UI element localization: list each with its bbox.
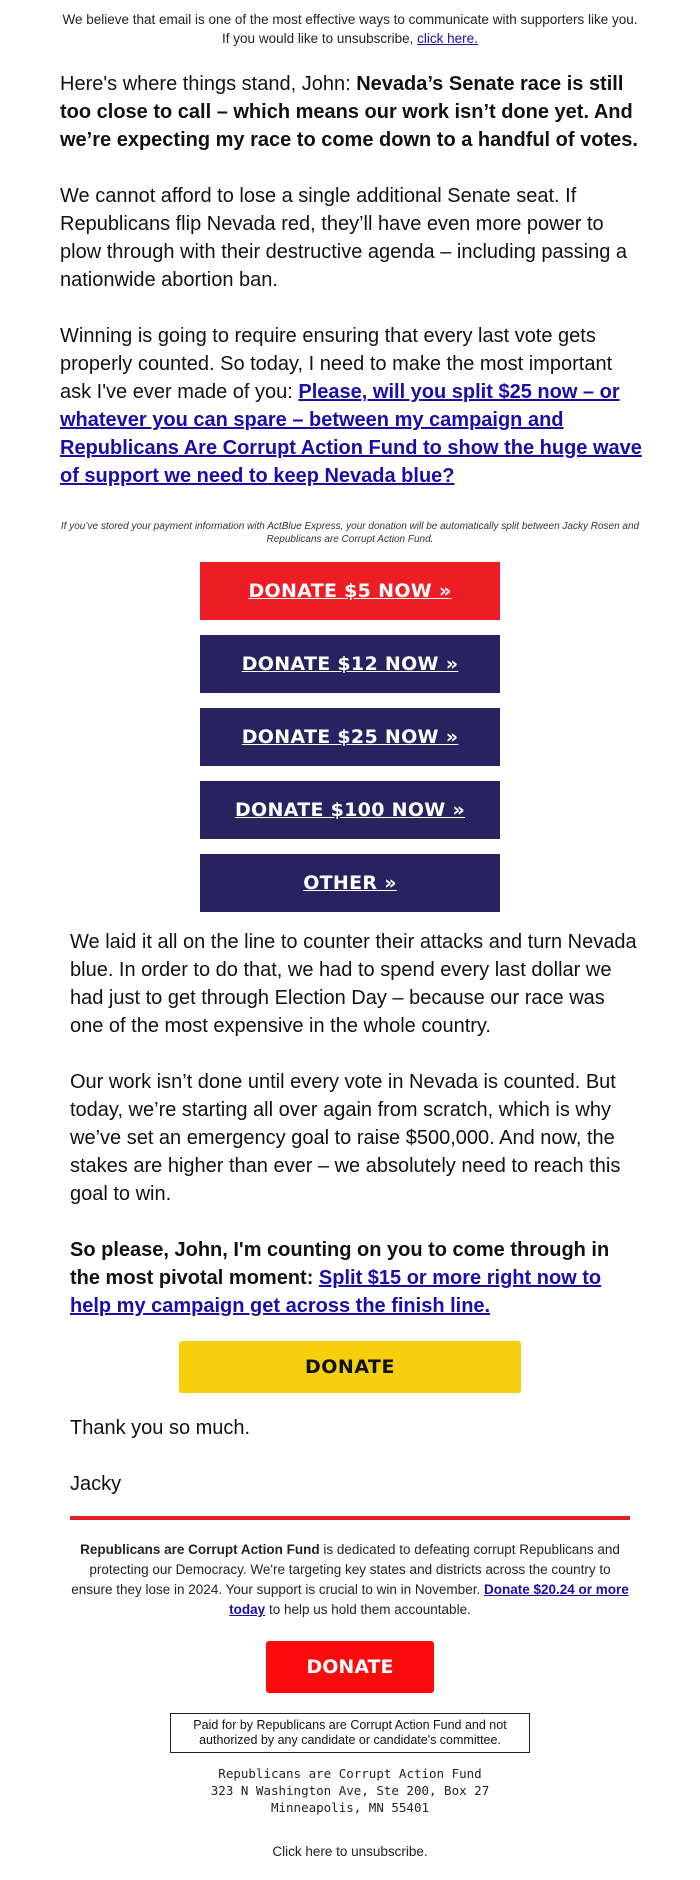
donate-12-button[interactable]: DONATE $12 NOW » <box>200 635 500 693</box>
paragraph-senate-seat: We cannot afford to lose a single additional Senate seat. If Republicans flip Nevada red, they’ll have even more power to plow through with their destructive agenda – including passing a nationwide abortion ban. <box>60 185 628 291</box>
unsubscribe-notice <box>60 10 640 48</box>
donate-5-button[interactable]: DONATE $5 NOW » <box>200 562 500 620</box>
footer-unsubscribe-link[interactable]: Click here to unsubscribe. <box>272 1844 428 1859</box>
footer-org-name: Republicans are Corrupt Action Fund <box>80 1542 320 1557</box>
donate-other-button[interactable]: OTHER » <box>200 854 500 912</box>
donate-yellow-button[interactable]: DONATE <box>179 1341 521 1393</box>
actblue-express-note: If you’ve stored your payment information with ActBlue Express, your donation will be automatically split between Jacky Rosen and Republicans are Corrupt Action Fund. <box>60 521 640 545</box>
footer-donate-button[interactable]: DONATE <box>266 1641 434 1693</box>
red-divider <box>70 1516 630 1520</box>
donate-100-button[interactable]: DONATE $100 NOW » <box>200 781 500 839</box>
mailing-address <box>150 1765 550 1816</box>
intro-bold-text: Nevada’s Senate race is still too close to call – which means our work isn’t done yet. And we’re expecting my race to come down to a handful of votes. <box>60 73 638 151</box>
signature: Jacky <box>70 1473 122 1495</box>
thanks-line: Thank you so much. <box>70 1417 251 1439</box>
footer-donate-link[interactable]: Donate $20.24 or more today <box>229 1582 629 1617</box>
address-line-street: 323 N Washington Ave, Ste 200, Box 27 <box>210 1783 490 1798</box>
paragraph-laid-it-all: We laid it all on the line to counter their attacks and turn Nevada blue. In order to do that, we had to spend every last dollar we had just to get through Election Day – because our race was one of the most expensive in the whole country. <box>70 931 637 1037</box>
paragraph-ask <box>60 322 645 490</box>
address-line-org: Republicans are Corrupt Action Fund <box>218 1766 482 1781</box>
unsubscribe-link[interactable]: click here. <box>417 31 478 46</box>
intro-text: Here's where things stand, John: <box>60 73 357 95</box>
final-ask-bold-text: So please, John, I'm counting on you to come through in the most pivotal moment: <box>70 1239 610 1289</box>
split-15-link[interactable]: Split $15 or more right now to help my campaign get across the finish line. <box>70 1267 602 1317</box>
footer-text: is dedicated to defeating corrupt Republicans and protecting our Democracy. We're targeting key states and districts across the country to ensure they lose in 2024. Your support is crucial to win in November. <box>71 1542 620 1597</box>
paragraph-intro <box>60 70 645 154</box>
paid-for-disclaimer: Paid for by Republicans are Corrupt Action Fund and not authorized by any candidate or candidate's committee. <box>170 1713 530 1753</box>
ask-text: Winning is going to require ensuring that every last vote gets properly counted. So today, I need to make the most important ask I've ever made of you: <box>60 325 613 403</box>
paragraph-emergency-goal: Our work isn’t done until every vote in Nevada is counted. But today, we’re starting all over again from scratch, which is why we’ve set an emergency goal to raise $500,000. And now, the stakes are higher than ever – we absolutely need to reach this goal to win. <box>70 1071 621 1205</box>
split-donation-link[interactable]: Please, will you split $25 now – or whatever you can spare – between my campaign and Republicans Are Corrupt Action Fund to show the huge wave of support we need to keep Nevada blue? <box>60 381 642 487</box>
donate-25-button[interactable]: DONATE $25 NOW » <box>200 708 500 766</box>
address-line-city: Minneapolis, MN 55401 <box>270 1800 430 1815</box>
footer-tail-text: to help us hold them accountable. <box>265 1602 471 1617</box>
footer-blurb <box>70 1540 630 1620</box>
notice-text: We believe that email is one of the most effective ways to communicate with supporters like you. If you would like to unsubscribe, <box>62 12 638 46</box>
paragraph-final-ask <box>70 1236 640 1320</box>
